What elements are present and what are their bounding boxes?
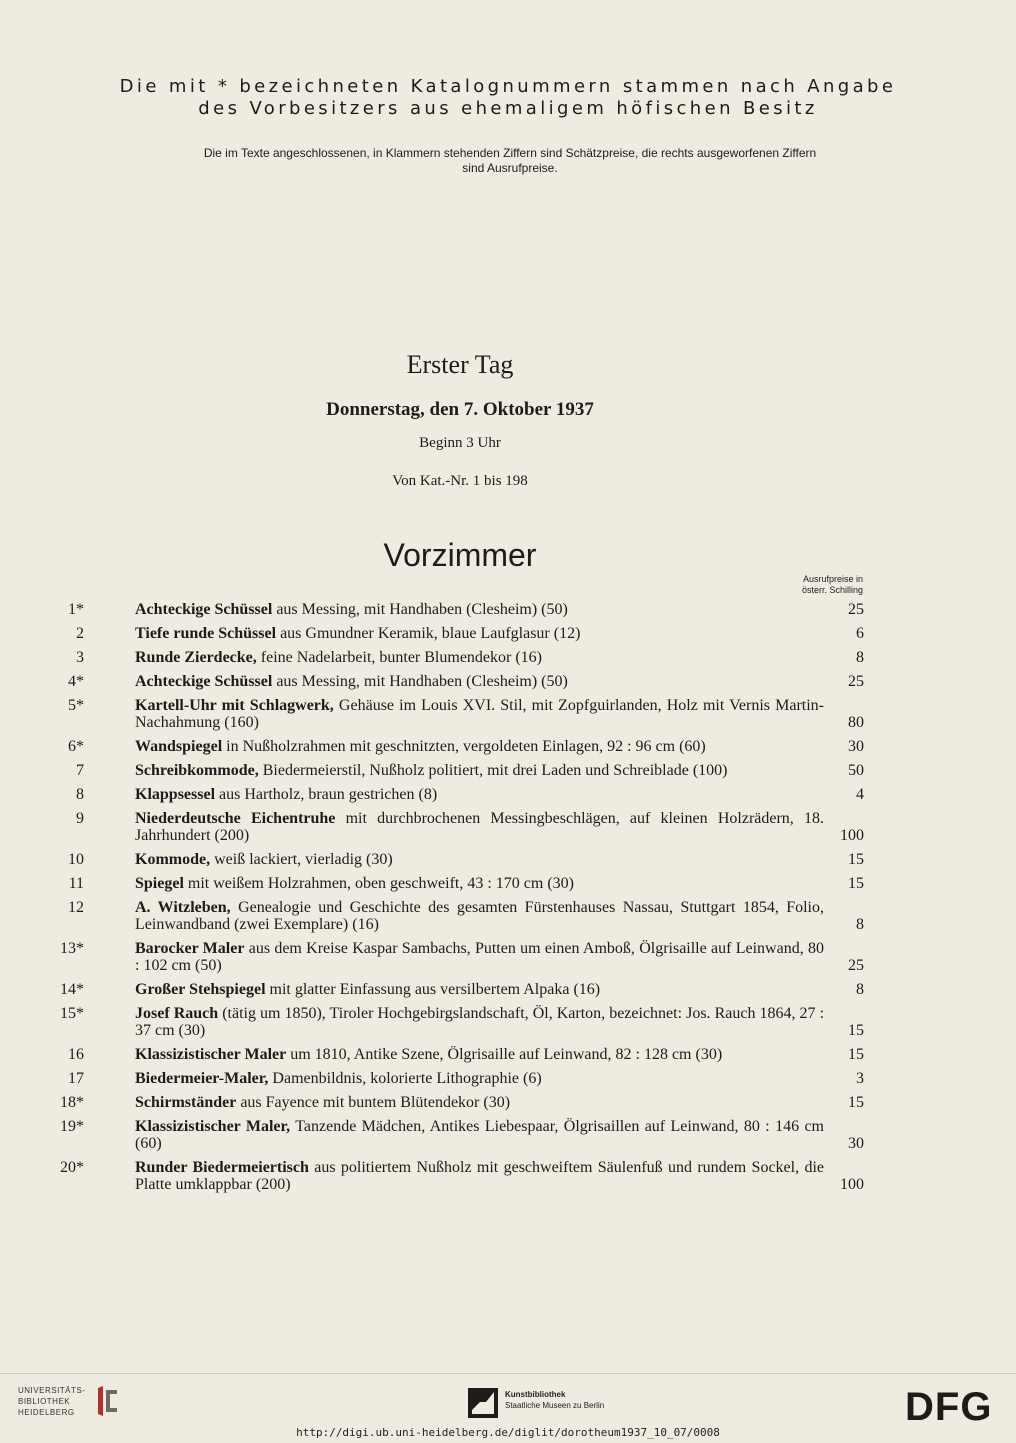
dfg-logo [905,1386,1001,1426]
lot-title: Tiefe runde Schüssel [135,625,277,642]
lot-price: 100 [840,1176,864,1193]
uni-line-3: HEIDELBERG [18,1408,75,1417]
lot-description: aus dem Kreise Kaspar Sambachs, Putten um einen Amboß, Ölgrisaille auf Leinwand, 80 : 102 cm (50) [135,940,824,974]
explanation-line-1: Die im Texte angeschlossenen, in Klammern stehenden Ziffern sind Schätzpreise, die rechts ausgeworfenen Ziffern [203,146,817,160]
lot-entry [60,810,864,844]
lot-price: 30 [848,738,864,755]
lot-description: feine Nadelarbeit, bunter Blumendekor (16) [256,649,543,666]
lot-description: aus politiertem Nußholz mit geschweiftem Säulenfuß und rundem Sockel, die Platte umklappbar (200) [135,1159,824,1193]
lot-entry [60,786,864,803]
lot-number: 19* [60,1118,84,1135]
lot-number: 6* [68,738,84,755]
lot-entry [60,649,864,666]
lot-title: Barocker Maler [135,940,245,957]
lot-description: mit glatter Einfassung aus versilbertem Alpaka (16) [265,981,601,998]
lot-title: Niederdeutsche Eichentruhe [135,810,336,827]
price-column-header [802,574,863,596]
lot-price: 15 [848,1094,864,1111]
lot-description: aus Gmundner Keramik, blaue Laufglasur (12) [276,625,581,642]
lot-price: 25 [848,957,864,974]
lot-list [60,601,864,1200]
lot-number: 1* [68,601,84,618]
lot-entry [60,697,864,731]
lot-number: 5* [68,697,84,714]
lot-price: 15 [848,1022,864,1039]
lot-price: 50 [848,762,864,779]
lot-title: Klassizistischer Maler [135,1046,287,1063]
price-header-line-1: Ausrufpreise in [802,574,863,584]
lot-title: Schirmständer [135,1094,237,1111]
lot-price: 8 [856,916,864,933]
lot-number: 7 [76,762,84,779]
lot-entry [60,851,864,868]
room-title: Vorzimmer [383,537,537,573]
lot-number: 18* [60,1094,84,1111]
lot-number: 20* [60,1159,84,1176]
lot-number: 4* [68,673,84,690]
lot-number: 2 [76,625,84,642]
lot-description: Biedermeierstil, Nußholz politiert, mit drei Laden und Schreiblade (100) [258,762,728,779]
lot-title: Schreibkommode, [135,762,259,779]
lot-entry [60,981,864,998]
lot-price: 25 [848,601,864,618]
lot-number: 8 [76,786,84,803]
lot-title: Josef Rauch [135,1005,219,1022]
lot-title: Kartell-Uhr mit Schlagwerk, [135,697,334,714]
lot-number: 11 [68,875,84,892]
footer-divider [0,1373,1016,1374]
price-explanation [50,146,970,176]
lot-title: Klappsessel [135,786,216,803]
lot-price: 100 [840,827,864,844]
start-time: Beginn 3 Uhr [419,435,501,451]
lot-description: in Nußholzrahmen mit geschnitzten, vergoldeten Einlagen, 92 : 96 cm (60) [222,738,706,755]
notice-line-1: Die mit * bezeichneten Katalognummern stammen nach Angabe [119,76,897,97]
lot-price: 6 [856,625,864,642]
price-header-line-2: österr. Schilling [801,585,863,595]
explanation-line-2: sind Ausrufpreise. [462,161,558,175]
lot-description: Tanzende Mädchen, Antikes Liebespaar, Ölgrisaillen auf Leinwand, 80 : 146 cm (60) [135,1118,824,1152]
lot-entry [60,1159,864,1193]
kunstbibliothek-emblem-icon [468,1388,498,1418]
lot-number: 12 [68,899,84,916]
lot-entry [60,601,864,618]
lot-title: Achteckige Schüssel [135,673,273,690]
lot-number: 3 [76,649,84,666]
lot-entry [60,1046,864,1063]
lot-description: um 1810, Antike Szene, Ölgrisaille auf Leinwand, 82 : 128 cm (30) [286,1046,723,1063]
lot-description: aus Fayence mit buntem Blütendekor (30) [236,1094,511,1111]
lot-description: mit durchbrochenen Messingbeschlägen, auf kleinen Holzrädern, 18. Jahrhundert (200) [135,810,825,844]
lot-title: A. Witzleben, [135,899,231,916]
lot-price: 8 [856,981,864,998]
lot-title: Achteckige Schüssel [135,601,273,618]
kunstbibliothek-label [505,1389,604,1411]
auction-date: Donnerstag, den 7. Oktober 1937 [326,399,594,420]
lot-entry [60,738,864,755]
lot-number: 13* [60,940,84,957]
lot-description: aus Messing, mit Handhaben (Clesheim) (50) [272,601,568,618]
dfg-text: DFG [905,1386,993,1426]
day-title: Erster Tag [406,350,514,379]
lot-description: Damenbildnis, kolorierte Lithographie (6) [268,1070,542,1087]
uni-line-1: UNIVERSITÄTS- [18,1386,86,1395]
lot-title: Wandspiegel [135,738,223,755]
lot-description: aus Hartholz, braun gestrichen (8) [215,786,438,803]
lot-title: Klassizistischer Maler, [135,1118,291,1135]
lot-number: 10 [68,851,84,868]
lot-entry [60,762,864,779]
lot-price: 25 [848,673,864,690]
lot-title: Kommode, [135,851,211,868]
lot-entry [60,625,864,642]
kb-line-1: Kunstbibliothek [505,1390,566,1399]
kb-line-2: Staatliche Museen zu Berlin [505,1401,605,1410]
lot-price: 80 [848,714,864,731]
lot-price: 4 [856,786,864,803]
provenance-notice [0,76,1016,120]
lot-entry [60,940,864,974]
lot-description: aus Messing, mit Handhaben (Clesheim) (50) [272,673,568,690]
lot-price: 15 [848,851,864,868]
lot-price: 8 [856,649,864,666]
lot-description: Genealogie und Geschichte des gesamten Fürstenhauses Nassau, Stuttgart 1854, Folio, Leinwandband (zwei Exemplare) (16) [135,899,824,933]
lot-number: 16 [68,1046,84,1063]
lot-description: mit weißem Holzrahmen, oben geschweift, 43 : 170 cm (30) [183,875,575,892]
lot-entry [60,1070,864,1087]
lot-price: 15 [848,1046,864,1063]
university-library-logo [18,1385,85,1418]
lot-price: 15 [848,875,864,892]
lot-number: 17 [68,1070,84,1087]
lot-entry [60,673,864,690]
lot-title: Spiegel [135,875,184,892]
lot-description: Gehäuse im Louis XVI. Stil, mit Zopfguirlanden, Holz mit Vernis Martin-Nachahmung (160) [135,697,825,731]
lot-title: Biedermeier-Maler, [135,1070,269,1087]
uni-line-2: BIBLIOTHEK [18,1397,71,1406]
lot-number: 9 [76,810,84,827]
lot-description: (tätig um 1850), Tiroler Hochgebirgslandschaft, Öl, Karton, bezeichnet: Jos. Rauch 1864, 27 : 37 cm (30) [135,1005,825,1039]
lot-price: 3 [856,1070,864,1087]
library-emblem-icon [95,1384,121,1418]
lot-price: 30 [848,1135,864,1152]
lot-title: Runde Zierdecke, [135,649,257,666]
lot-entry [60,875,864,892]
lot-title: Großer Stehspiegel [135,981,266,998]
lot-description: weiß lackiert, vierladig (30) [210,851,393,868]
source-url[interactable]: http://digi.ub.uni-heidelberg.de/diglit/dorotheum1937_10_07/0008 [296,1426,720,1439]
lot-number: 14* [60,981,84,998]
catalog-range: Von Kat.-Nr. 1 bis 198 [392,473,528,489]
lot-entry [60,1094,864,1111]
lot-title: Runder Biedermeiertisch [135,1159,309,1176]
lot-number: 15* [60,1005,84,1022]
lot-entry [60,899,864,933]
notice-line-2: des Vorbesitzers aus ehemaligem höfischen Besitz [198,98,818,119]
lot-entry [60,1005,864,1039]
lot-entry [60,1118,864,1152]
